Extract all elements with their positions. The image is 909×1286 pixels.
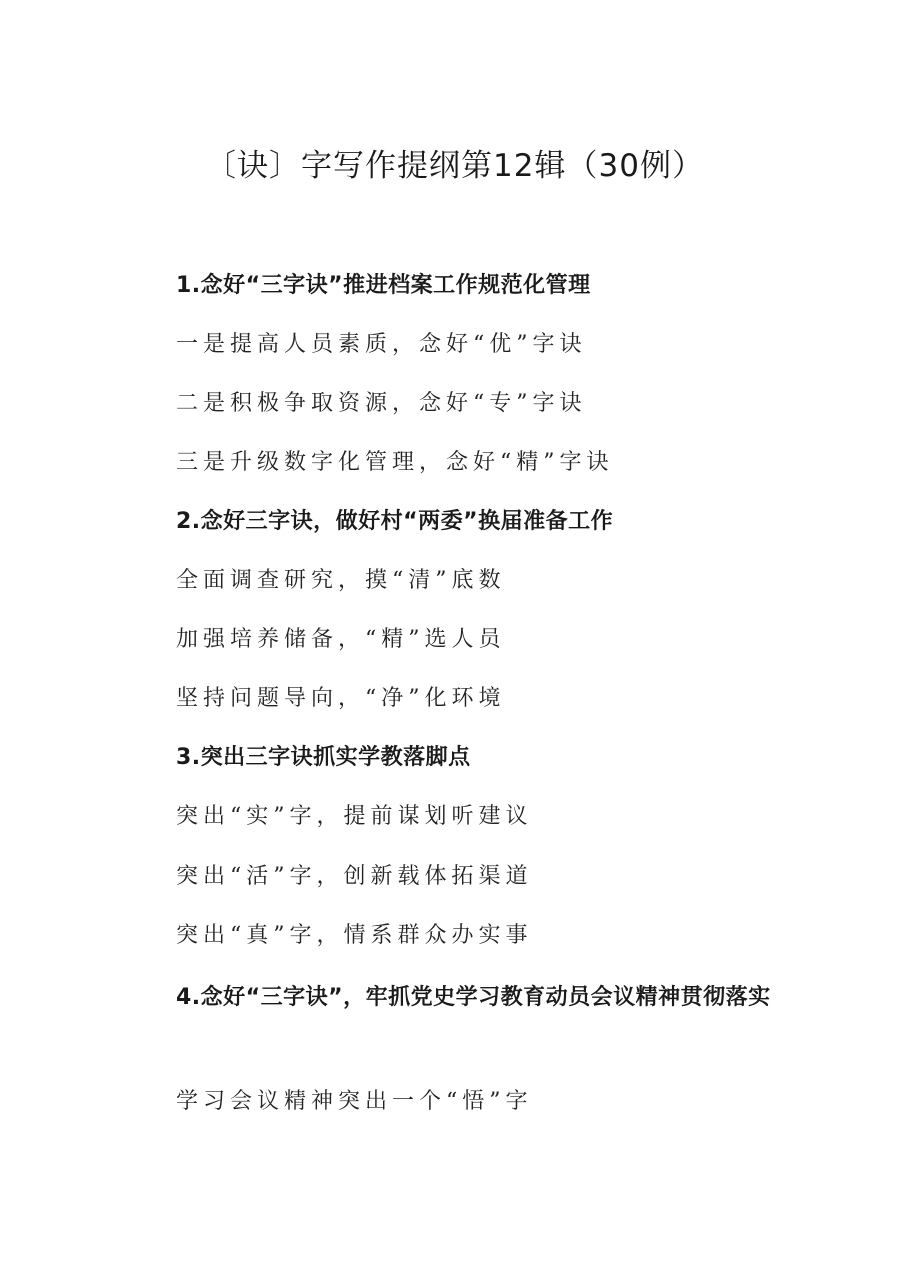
outline-item: 加强培养储备，“精”选人员	[176, 627, 506, 652]
section-heading: 1.念好“三字诀”推进档案工作规范化管理	[176, 273, 591, 298]
outline-item: 突出“活”字，创新载体拓渠道	[176, 864, 533, 889]
outline-item: 三是升级数字化管理，念好“精”字诀	[176, 450, 614, 475]
section-heading: 2.念好三字诀，做好村“两委”换届准备工作	[176, 509, 614, 534]
outline-item: 突出“真”字，情系群众办实事	[176, 923, 533, 948]
section-heading: 4.念好“三字诀”，牢抓党史学习教育动员会议精神贯彻落实	[176, 985, 771, 1010]
outline-item: 一是提高人员素质，念好“优”字诀	[176, 332, 587, 357]
section-heading: 3.突出三字诀抓实学教落脚点	[176, 745, 471, 770]
outline-item: 二是积极争取资源，念好“专”字诀	[176, 391, 587, 416]
outline-item: 突出“实”字，提前谋划听建议	[176, 804, 533, 829]
outline-item: 坚持问题导向，“净”化环境	[176, 686, 506, 711]
outline-item: 全面调查研究，摸“清”底数	[176, 568, 506, 593]
outline-item: 学习会议精神突出一个“悟”字	[176, 1089, 533, 1114]
document-title: 〔诀〕字写作提纲第12辑（30例）	[205, 148, 704, 184]
